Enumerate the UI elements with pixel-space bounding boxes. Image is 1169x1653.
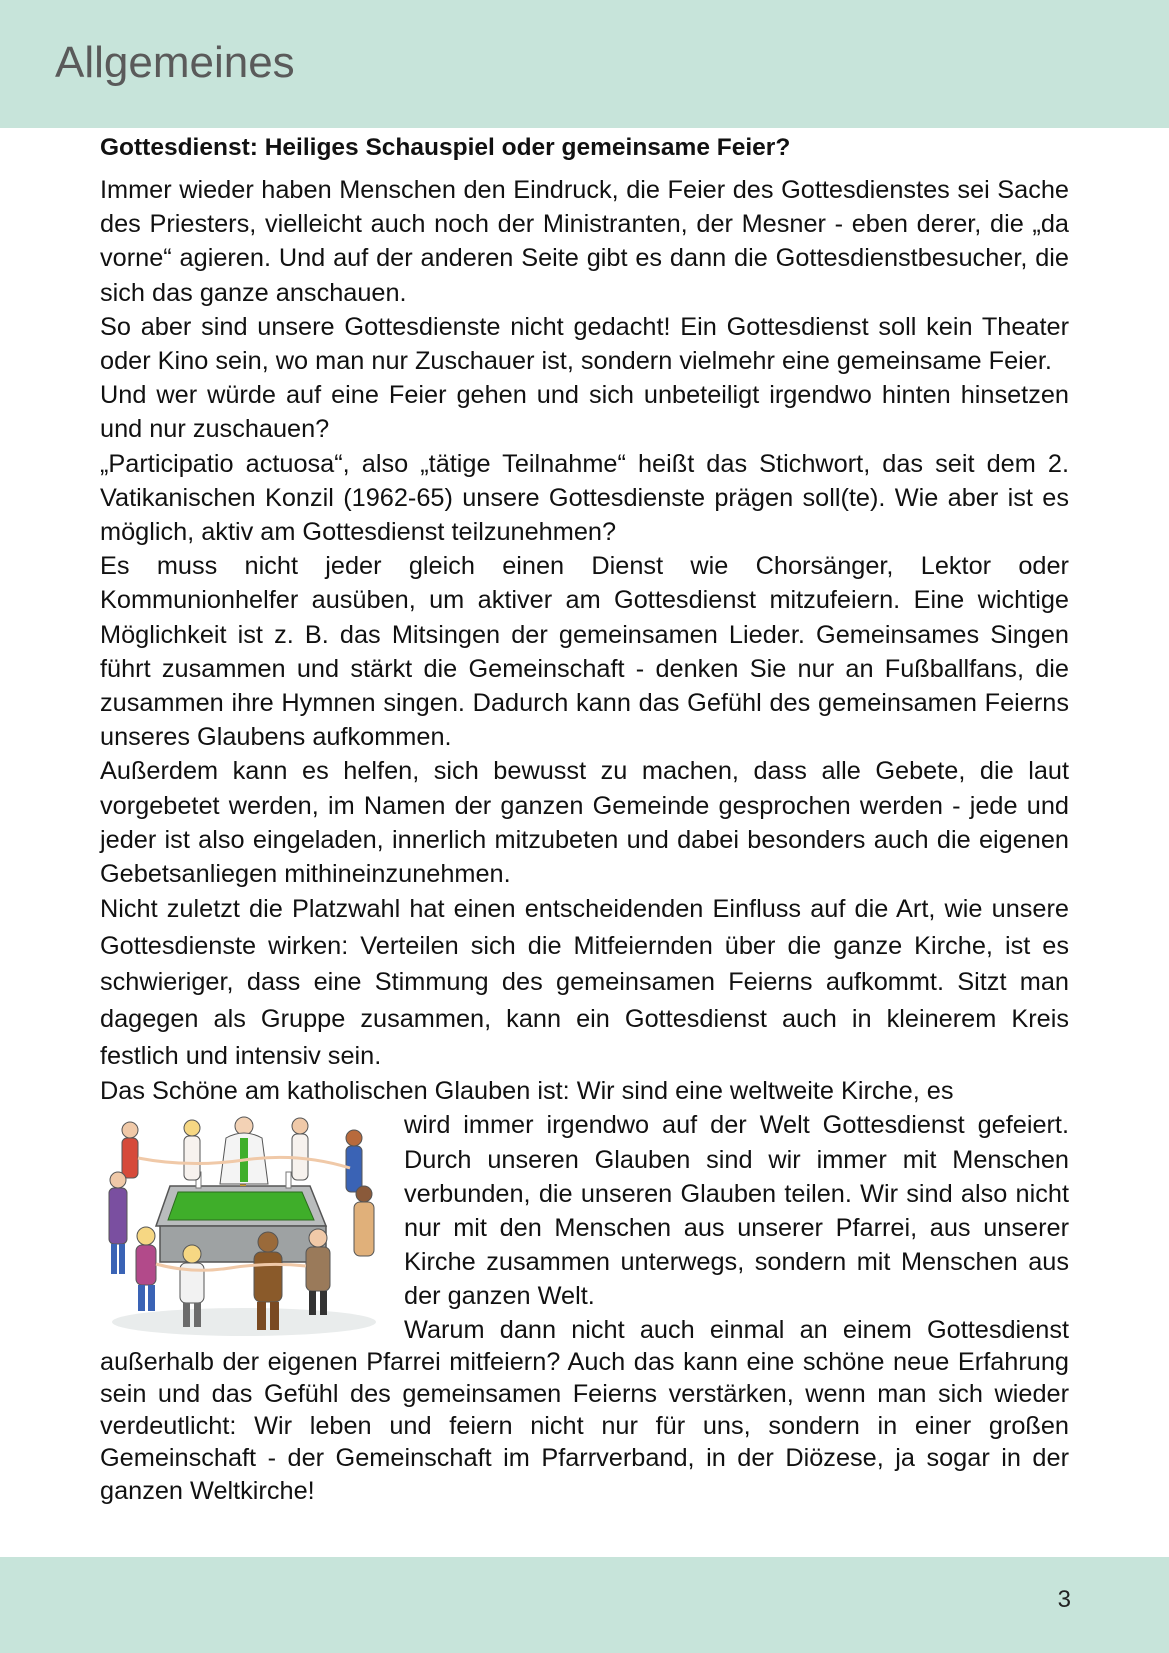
paragraph-8: Das Schöne am katholischen Glauben ist: Wir sind eine weltweite Kirche, es xyxy=(100,1077,954,1106)
paragraph-5: Es muss nicht jeder gleich einen Dienst wie Chorsänger, Lektor oder Kommunionhelfer ausüben, um aktiver am Gottesdienst mitzufeiern. Eine wichtige Möglichkeit ist z. B. das Mitsingen der gemeinsamen Lieder. Gemeinsames Singen führt zusammen und stärkt die Gemeinschaft - denken Sie nur an Fußballfans, die zusammen ihre Hymnen singen. Dadurch kann das Gefühl des gemeinsamen Feierns unseres Glaubens aufkommen. xyxy=(100,552,1069,752)
section-title: Allgemeines xyxy=(55,38,295,87)
illustration-wrap-block xyxy=(100,1074,1069,1313)
illustration-float-container xyxy=(100,1108,1069,1313)
header-band xyxy=(0,0,1169,128)
paragraph-3: Und wer würde auf eine Feier gehen und sich unbeteiligt irgendwo hinten hinsetzen und nur zuschauen? xyxy=(100,381,1069,444)
paragraph-7: Nicht zuletzt die Platzwahl hat einen entscheidenden Einfluss auf die Art, wie unsere Gottesdienste wirken: Verteilen sich die Mitfeiernden über die ganze Kirche, ist es schwieriger, dass eine Stimmung des gemeinsamen Feierns aufkommt. Sitzt man dagegen als Gruppe zusammen, kann ein Gottesdienst auch in kleinerem Kreis festlich und intensiv sein. xyxy=(100,895,1069,1070)
paragraph-2: So aber sind unsere Gottesdienste nicht gedacht! Ein Gottesdienst soll kein Theater oder Kino sein, wo man nur Zuschauer ist, sondern vielmehr eine gemeinsame Feier. xyxy=(100,312,1069,376)
paragraph-8-lead xyxy=(100,1074,1069,1108)
article-headline: Gottesdienst: Heiliges Schauspiel oder gemeinsame Feier? xyxy=(100,134,791,161)
footer-band xyxy=(0,1557,1169,1653)
people-around-altar-illustration xyxy=(100,1108,388,1340)
paragraph-9: Warum dann nicht auch einmal an einem Gottesdienst außerhalb der eigenen Pfarrei mitfeiern? Auch das kann eine schöne neue Erfahrung sein und das Gefühl des gemeinsamen Feierns verstärken, wenn man sich wieder verdeutlicht: Wir leben und feiern nicht nur für uns, sondern in einer großen Gemeinschaft - der Gemeinschaft im Pfarrverband, in der Diözese, ja sogar in der ganzen Weltkirche! xyxy=(100,1315,1069,1505)
paragraph-1: Immer wieder haben Menschen den Eindruck, die Feier des Gottesdienstes sei Sache des Priesters, vielleicht auch noch der Ministranten, der Mesner - eben derer, die „da vorne“ agieren. Und auf der anderen Seite gibt es dann die Gottesdienstbesucher, die sich das ganze anschauen. xyxy=(100,176,1069,307)
paragraph-6: Außerdem kann es helfen, sich bewusst zu machen, dass alle Gebete, die laut vorgebetet werden, im Namen der ganzen Gemeinde gesprochen werden - jede und jeder ist also eingeladen, innerlich mitzubeten und dabei besonders auch die eigenen Gebetsanliegen mithineinzunehmen. xyxy=(100,757,1069,889)
paragraph-8-continued: wird immer irgendwo auf der Welt Gottesdienst gefeiert. Durch unseren Glauben sind wir immer mit Menschen verbunden, die unseren Glauben teilen. Wir sind also nicht nur mit den Menschen aus unserer Pfarrei, aus unserer Kirche zusammen unterwegs, sondern mit Menschen aus der ganzen Welt. xyxy=(404,1111,1069,1311)
page-number: 3 xyxy=(1057,1586,1071,1613)
article xyxy=(100,131,1069,1507)
paragraph-4: „Participatio actuosa“, also „tätige Teilnahme“ heißt das Stichwort, das seit dem 2. Vatikanischen Konzil (1962-65) unsere Gottesdienste prägen soll(te). Wie aber ist es möglich, aktiv am Gottesdienst teilzunehmen? xyxy=(100,449,1069,547)
